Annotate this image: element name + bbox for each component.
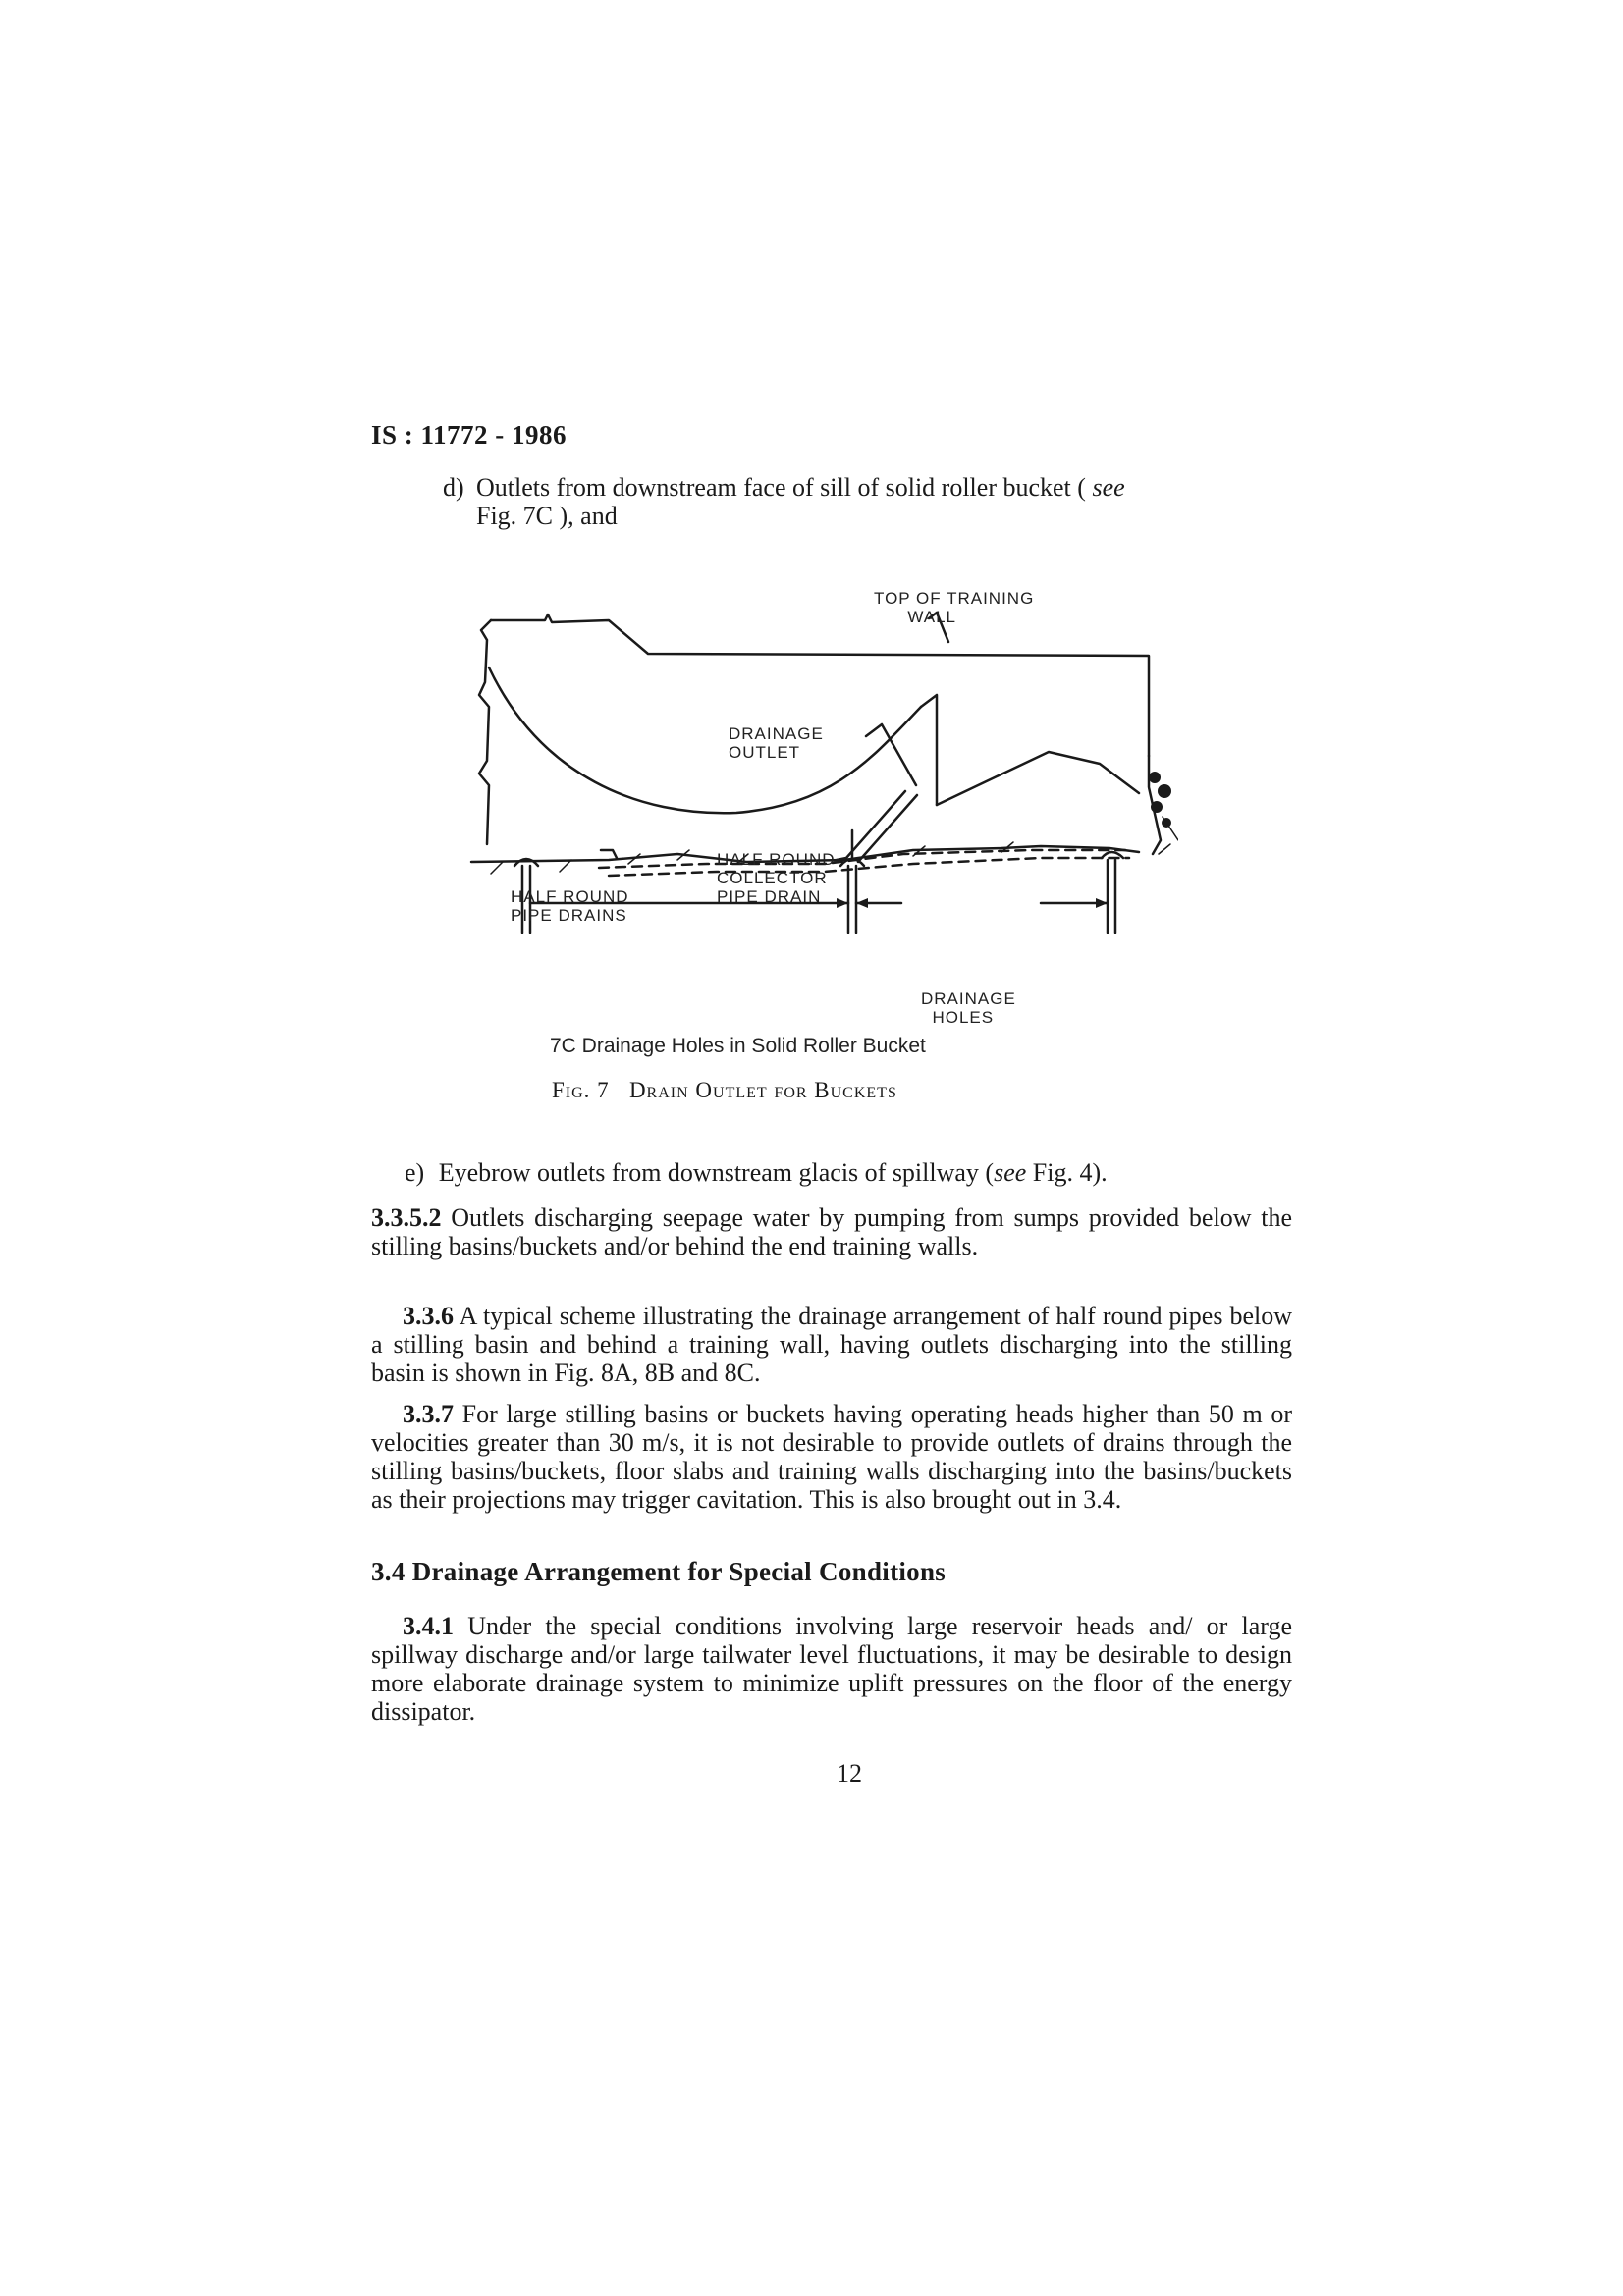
rock-fill bbox=[1158, 784, 1171, 798]
label-half-round-pipe-drains: HALF ROUND PIPE DRAINS bbox=[511, 887, 629, 925]
figure-number: Fig. 7 bbox=[552, 1078, 610, 1102]
clause-number: 3.3.6 bbox=[403, 1302, 454, 1330]
clause-text: Under the special conditions involving large reservoir heads and/ or large spillway discharge and/or large tailwater level fluctuations, it may be desirable to design more elaborate drainage system to minimize uplift pressures on the floor of the energy dissipator. bbox=[371, 1612, 1292, 1726]
drainage-hole-pipe bbox=[848, 866, 856, 933]
clause-3-4-1 bbox=[371, 1612, 1292, 1726]
rock-fill bbox=[1149, 772, 1161, 783]
list-item-text: Eyebrow outlets from downstream glacis of spillway ( bbox=[438, 1158, 995, 1187]
clause-text: Outlets discharging seepage water by pumping from sumps provided below the stilling basins/buckets and/or behind the end training walls. bbox=[371, 1203, 1292, 1260]
clause-number: 3.4.1 bbox=[403, 1612, 454, 1640]
sill-top bbox=[937, 752, 1139, 805]
list-item-d bbox=[443, 473, 1291, 530]
roller-bucket-section-diagram bbox=[452, 560, 1178, 1041]
list-item-text: Outlets from downstream face of sill of solid roller bucket ( bbox=[476, 473, 1086, 502]
list-item-text-continued: Fig. 4). bbox=[1032, 1158, 1108, 1187]
break-line bbox=[479, 620, 491, 844]
drainage-hole-pipe bbox=[1108, 860, 1115, 933]
figure-caption bbox=[552, 1078, 897, 1103]
section-heading: 3.4 Drainage Arrangement for Special Conditions bbox=[371, 1557, 947, 1586]
page-header: IS : 11772 - 1986 bbox=[371, 420, 568, 450]
clause-text: For large stilling basins or buckets having operating heads higher than 50 m or velocities greater than 30 m/s, it is not desirable to provide outlets of drains through the stilling basins/buckets, floor slabs and training walls discharging into the basins/buckets as their projections may trigger cavitation. This is also brought out in 3.4. bbox=[371, 1400, 1292, 1514]
list-item-label: d) bbox=[443, 473, 464, 502]
label-drainage-holes: DRAINAGE HOLES bbox=[921, 989, 1016, 1027]
dimension-arrow bbox=[856, 898, 868, 908]
half-round-drains-leader bbox=[601, 850, 617, 858]
outlet-pipe bbox=[837, 791, 905, 860]
list-item-text-continued: Fig. 7C ), and bbox=[476, 502, 618, 530]
dimension-arrow bbox=[837, 898, 848, 908]
see-reference: see bbox=[1092, 473, 1125, 502]
bucket-curve bbox=[489, 667, 921, 813]
rock-fill bbox=[1162, 818, 1171, 828]
figure-subcaption: 7C Drainage Holes in Solid Roller Bucket bbox=[550, 1035, 926, 1057]
rock-fill bbox=[1151, 801, 1163, 813]
clause-3-3-7 bbox=[371, 1400, 1292, 1514]
bucket-lip bbox=[921, 695, 937, 805]
clause-number: 3.3.5.2 bbox=[371, 1203, 442, 1232]
dimension-arrow bbox=[1096, 898, 1108, 908]
filter-dashes bbox=[609, 858, 1129, 876]
label-top-of-training-wall: TOP OF TRAINING WALL bbox=[874, 589, 1035, 626]
list-item-e bbox=[405, 1158, 1288, 1187]
page-number: 12 bbox=[837, 1759, 862, 1788]
figure-7c-drawing bbox=[452, 560, 1178, 1041]
clause-number: 3.3.7 bbox=[403, 1400, 454, 1428]
label-half-round-collector: HALF ROUND COLLECTOR PIPE DRAIN bbox=[717, 850, 836, 906]
label-drainage-outlet: DRAINAGE OUTLET bbox=[729, 724, 824, 762]
figure-title: Drain Outlet for Buckets bbox=[628, 1078, 897, 1102]
clause-3-3-6 bbox=[371, 1302, 1292, 1387]
list-item-label: e) bbox=[405, 1158, 425, 1187]
see-reference: see bbox=[994, 1158, 1027, 1187]
clause-3-3-5-2 bbox=[371, 1203, 1292, 1260]
clause-text: A typical scheme illustrating the drainage arrangement of half round pipes below a stilling basin and behind a training wall, having outlets discharging into the stilling basin is shown in Fig. 8A, 8B and 8C. bbox=[371, 1302, 1293, 1387]
